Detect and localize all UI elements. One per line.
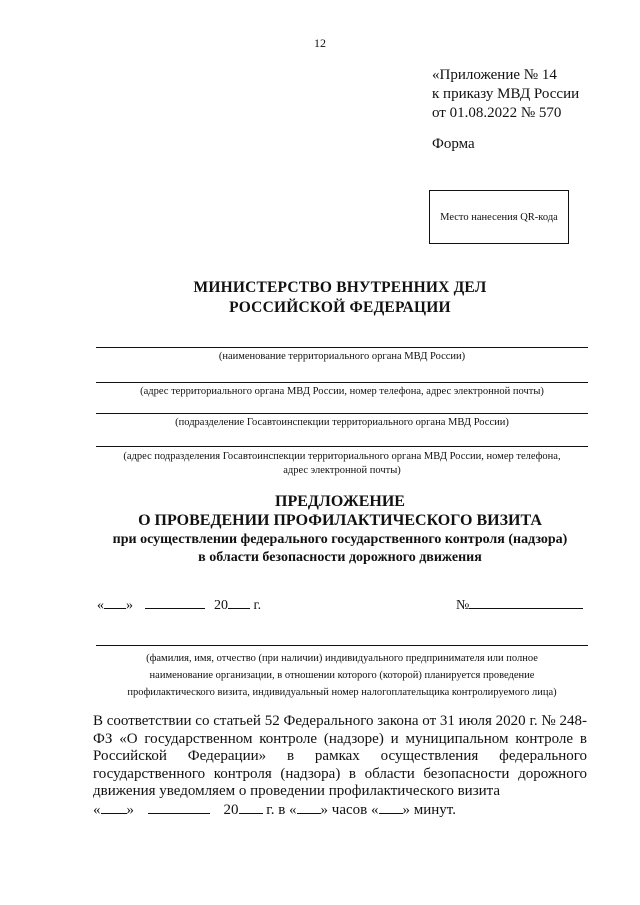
visit-hours-text: » часов « [320,801,379,818]
visit-year-prefix: 20 [223,801,239,818]
date-close-quote: » [126,598,133,613]
controlled-person-caption-line-3: профилактического визита, индивидуальный номер налогоплательщика контролируемого лица) [127,687,557,698]
territorial-address-field[interactable] [96,382,588,383]
gibdd-unit-field[interactable] [96,413,588,414]
visit-day-close-quote: » [126,801,134,818]
ministry-name-line-2: РОССИЙСКОЙ ФЕДЕРАЦИИ [229,299,451,316]
visit-day-blank[interactable] [101,801,127,814]
document-title-line-4: в области безопасности дорожного движения [198,550,482,565]
date-field [97,596,261,614]
territorial-address-caption: (адрес территориального органа МВД России, номер телефона, адрес электронной почты) [140,386,544,397]
gibdd-unit-caption: (подразделение Госавтоинспекции территориального органа МВД России) [175,417,509,428]
month-blank[interactable] [145,596,205,609]
appendix-reference [432,66,579,123]
year-blank[interactable] [228,596,250,609]
notification-paragraph: В соответствии со статьей 52 Федерального закона от 31 июля 2020 г. № 248-ФЗ «О государственном контроле (надзоре) и муниципальном контроле в Российской Федерации» в рамках осуществления федерального государственного контроля (надзора) в области безопасности дорожного движения уведомляем о проведении профилактического визита [93,713,587,799]
document-title-line-2: О ПРОВЕДЕНИИ ПРОФИЛАКТИЧЕСКОГО ВИЗИТА [138,512,542,529]
date-open-quote: « [97,598,104,613]
visit-hours-blank[interactable] [297,801,321,814]
visit-datetime-line [93,801,587,820]
day-blank[interactable] [104,596,126,609]
territorial-body-caption: (наименование территориального органа МВД России) [218,351,466,362]
notification-body [93,713,587,819]
visit-year-blank[interactable] [239,801,263,814]
visit-month-blank[interactable] [148,801,210,814]
controlled-person-field[interactable] [96,645,588,646]
visit-minutes-blank[interactable] [379,801,403,814]
year-prefix: 20 [214,598,228,613]
number-blank[interactable] [469,596,583,609]
controlled-person-caption-line-1: (фамилия, имя, отчество (при наличии) индивидуального предпринимателя или полное [146,653,538,664]
visit-year-suffix: г. в « [266,801,297,818]
qr-code-placeholder [429,190,569,244]
gibdd-address-caption [96,450,588,478]
territorial-body-field[interactable] [96,347,588,348]
controlled-person-caption-line-2: наименование организации, в отношении которого (которой) планируется проведение [149,670,535,681]
visit-day-open-quote: « [93,801,101,818]
controlled-person-caption [96,650,588,701]
gibdd-address-caption-line-2: адрес электронной почты) [283,465,401,476]
gibdd-address-field[interactable] [96,446,588,447]
visit-minutes-text: » минут. [402,801,456,818]
number-field [456,596,583,614]
page-number: 12 [314,36,326,50]
appendix-line-2: к приказу МВД России [432,86,580,102]
gibdd-address-caption-line-1: (адрес подразделения Госавтоинспекции территориального органа МВД России, номер телефона, [123,451,561,462]
year-suffix: г. [253,598,262,613]
document-title-line-1: ПРЕДЛОЖЕНИЕ [275,493,405,510]
appendix-line-3: от 01.08.2022 № 570 [432,105,562,121]
qr-code-placeholder-label: Место нанесения QR-кода [440,211,558,223]
ministry-name-line-1: МИНИСТЕРСТВО ВНУТРЕННИХ ДЕЛ [193,279,487,296]
number-sign: № [456,598,470,613]
document-title-line-3: при осуществлении федерального государственного контроля (надзора) [112,532,568,547]
appendix-line-1: «Приложение № 14 [432,67,557,83]
form-label: Форма [432,136,475,152]
